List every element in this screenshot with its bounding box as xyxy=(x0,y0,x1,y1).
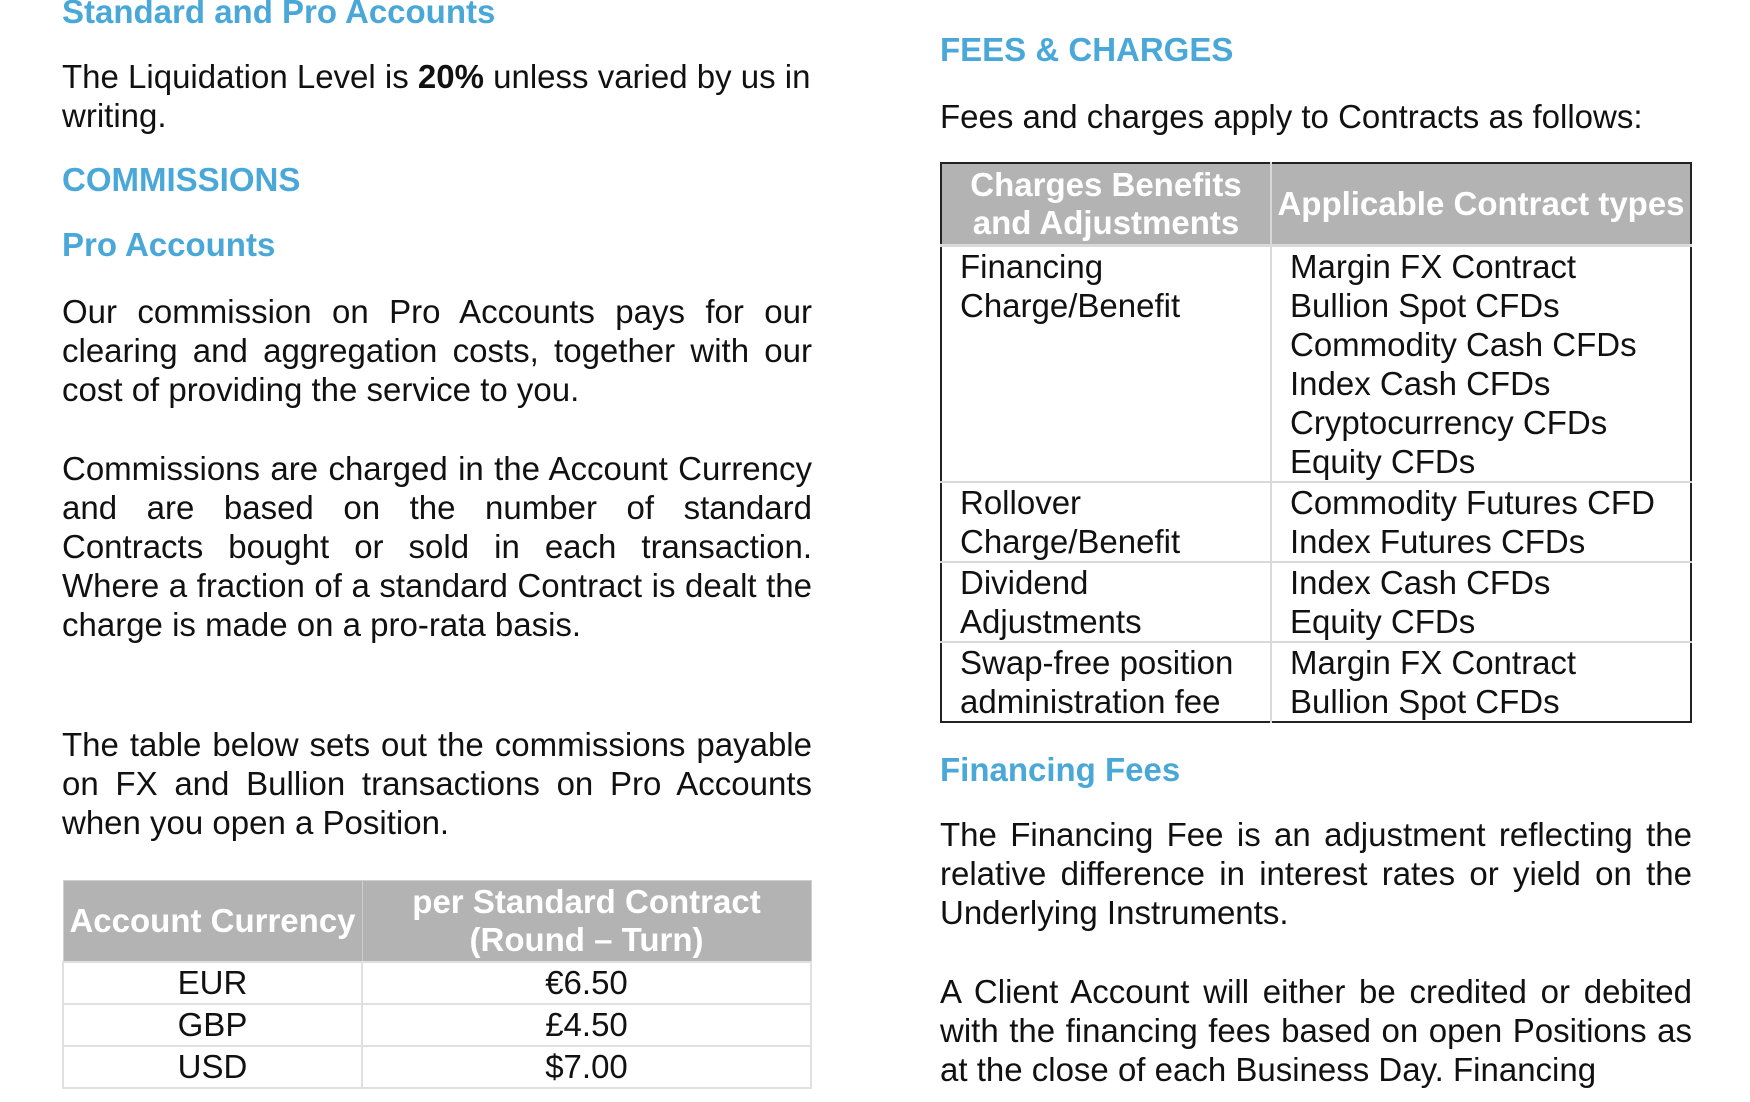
column-header-contract-types: Applicable Contract types xyxy=(1271,163,1691,246)
fees-intro-paragraph: Fees and charges apply to Contracts as follows: xyxy=(940,98,1643,135)
column-header-account-currency: Account Currency xyxy=(63,881,362,963)
contract-type: Bullion Spot CFDs xyxy=(1290,683,1560,720)
commission-cell: €6.50 xyxy=(362,962,811,1004)
fees-table-header-row xyxy=(941,163,1691,246)
section-heading-commissions: COMMISSIONS xyxy=(62,161,301,198)
currency-cell: GBP xyxy=(63,1004,362,1046)
liquidation-text-before: The Liquidation Level is xyxy=(62,58,418,95)
contract-type: Bullion Spot CFDs xyxy=(1290,287,1560,324)
contract-types-cell xyxy=(1271,562,1691,642)
liquidation-paragraph xyxy=(62,57,812,135)
charge-line: Charge/Benefit xyxy=(960,287,1181,324)
charge-cell xyxy=(941,642,1271,722)
column-header-charges: Charges Benefits and Adjustments xyxy=(941,163,1271,246)
contract-type: Margin FX Contract xyxy=(1290,644,1577,681)
table-row xyxy=(941,562,1691,642)
table-row xyxy=(941,642,1691,722)
charge-line: Charge/Benefit xyxy=(960,523,1181,560)
charge-cell xyxy=(941,246,1271,483)
charge-cell xyxy=(941,562,1271,642)
currency-cell: EUR xyxy=(63,962,362,1004)
client-account-paragraph: A Client Account will either be credited or debited with the financing fees based on open Positions as at the close of each Business Day. Financing xyxy=(940,973,1692,1088)
table-row xyxy=(63,962,811,1004)
financing-fee-paragraph: The Financing Fee is an adjustment reflecting the relative difference in interest rates or yield on the Underlying Instruments. xyxy=(940,816,1692,931)
charge-line: Financing xyxy=(960,248,1104,285)
liquidation-percentage: 20% xyxy=(417,58,484,95)
commission-cell: $7.00 xyxy=(362,1046,811,1088)
contract-types-cell xyxy=(1271,642,1691,722)
section-heading-pro-accounts: Pro Accounts xyxy=(62,226,276,263)
contract-type: Index Cash CFDs xyxy=(1290,564,1551,601)
commission-table xyxy=(62,880,812,1089)
contract-type: Commodity Futures CFD xyxy=(1290,484,1655,521)
charge-line: Dividend xyxy=(960,564,1089,601)
contract-types-cell xyxy=(1271,246,1691,483)
liquidation-text-after: unless varied by us in writing. xyxy=(62,58,811,134)
charge-line: administration fee xyxy=(960,683,1221,720)
charge-cell xyxy=(941,482,1271,562)
table-row xyxy=(63,1046,811,1088)
table-row xyxy=(941,246,1691,483)
commission-charging-paragraph: Commissions are charged in the Account Currency and are based on the number of standard Contracts bought or sold in each transaction. Where a fraction of a standard Contract is dealt the charge is made on a pro-rata basis. xyxy=(62,450,812,643)
contract-type: Index Futures CFDs xyxy=(1290,523,1586,560)
fees-charges-table xyxy=(940,162,1692,723)
contract-types-cell xyxy=(1271,482,1691,562)
commission-table-header-row xyxy=(63,881,811,963)
contract-type: Equity CFDs xyxy=(1290,603,1476,640)
column-header-per-standard-contract: per Standard Contract (Round – Turn) xyxy=(362,881,811,963)
contract-type: Margin FX Contract xyxy=(1290,248,1577,285)
commission-cell: £4.50 xyxy=(362,1004,811,1046)
section-heading-financing-fees: Financing Fees xyxy=(940,751,1181,788)
contract-type: Index Cash CFDs xyxy=(1290,365,1551,402)
section-heading-fees-charges: FEES & CHARGES xyxy=(940,31,1234,68)
commission-table-intro-paragraph: The table below sets out the commissions payable on FX and Bullion transactions on Pro Accounts when you open a Position. xyxy=(62,726,812,841)
table-row xyxy=(63,1004,811,1046)
commission-purpose-paragraph: Our commission on Pro Accounts pays for our clearing and aggregation costs, together with our cost of providing the service to you. xyxy=(62,293,812,408)
contract-type: Cryptocurrency CFDs xyxy=(1290,404,1608,441)
contract-type: Commodity Cash CFDs xyxy=(1290,326,1637,363)
section-heading-accounts: Standard and Pro Accounts xyxy=(62,0,496,30)
table-row xyxy=(941,482,1691,562)
contract-type: Equity CFDs xyxy=(1290,443,1476,480)
charge-line: Swap-free position xyxy=(960,644,1234,681)
currency-cell: USD xyxy=(63,1046,362,1088)
charge-line: Adjustments xyxy=(960,603,1142,640)
charge-line: Rollover xyxy=(960,484,1082,521)
